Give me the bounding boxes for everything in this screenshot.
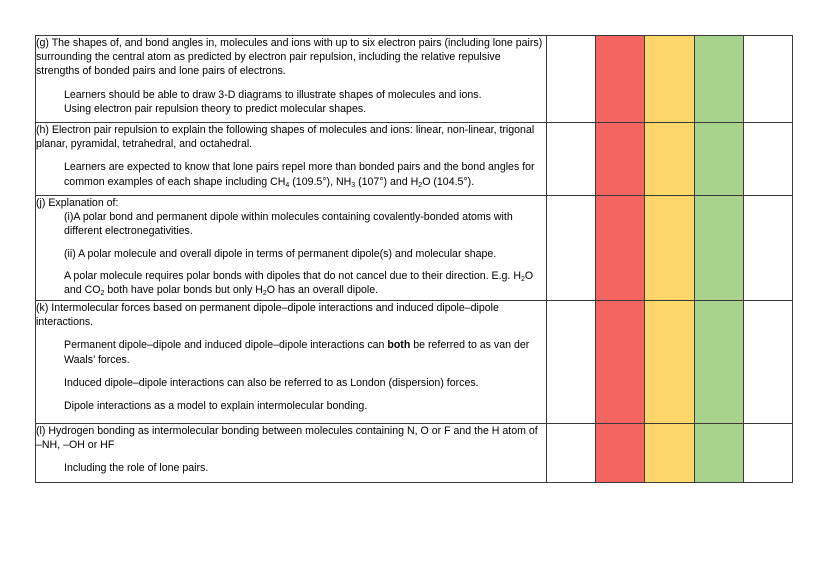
guidance-note-l: Including the role of lone pairs. bbox=[64, 462, 209, 475]
rating-cell-amber-k[interactable] bbox=[645, 301, 694, 424]
guidance-note-g-2: Using electron pair repulsion theory to predict molecular shapes. bbox=[64, 102, 367, 115]
checklist-row-h bbox=[36, 123, 793, 196]
rating-cell-notes-k[interactable] bbox=[743, 301, 792, 424]
rating-cell-green-h[interactable] bbox=[694, 123, 743, 196]
rating-cell-blank-l[interactable] bbox=[547, 424, 596, 483]
checklist-row-l bbox=[36, 424, 793, 483]
rating-cell-amber-h[interactable] bbox=[645, 123, 694, 196]
outcome-statement-k: (k) Intermolecular forces based on permanent dipole–dipole interactions and induced dipole–dipole interactions. bbox=[36, 302, 499, 329]
learning-outcomes-checklist bbox=[35, 35, 793, 483]
guidance-note-k-3: Dipole interactions as a model to explain intermolecular bonding. bbox=[64, 400, 368, 413]
outcome-cell-k bbox=[36, 301, 547, 424]
rating-cell-green-k[interactable] bbox=[694, 301, 743, 424]
rating-cell-notes-g[interactable] bbox=[743, 36, 792, 123]
rating-cell-blank-k[interactable] bbox=[547, 301, 596, 424]
rating-cell-amber-g[interactable] bbox=[645, 36, 694, 123]
rating-cell-amber-j[interactable] bbox=[645, 196, 694, 301]
outcome-subitem-j-ii: (ii) A polar molecule and overall dipole in terms of permanent dipole(s) and molecular shape. bbox=[64, 247, 497, 260]
guidance-note-h: Learners are expected to know that lone pairs repel more than bonded pairs and the bond angles for common examples of each shape including $CH_4$ (109.5°), $NH_3$ (107°) and $H_2O$ (104.5°). bbox=[64, 161, 535, 189]
rating-cell-red-j[interactable] bbox=[596, 196, 645, 301]
outcome-cell-l bbox=[36, 424, 547, 483]
rating-cell-notes-j[interactable] bbox=[743, 196, 792, 301]
guidance-note-k-2: Induced dipole–dipole interactions can also be referred to as London (dispersion) forces. bbox=[64, 376, 479, 389]
rating-cell-green-g[interactable] bbox=[694, 36, 743, 123]
checklist-row-k bbox=[36, 301, 793, 424]
rating-cell-red-l[interactable] bbox=[596, 424, 645, 483]
guidance-note-k-1: Permanent dipole–dipole and induced dipole–dipole interactions can both be referred to as van der Waals’ forces. bbox=[64, 339, 530, 366]
rating-cell-amber-l[interactable] bbox=[645, 424, 694, 483]
guidance-note-j: A polar molecule requires polar bonds with dipoles that do not cancel due to their direction. E.g. $H_2O$ and $CO_2$ both have polar bonds but only $H_2O$ has an overall dipole. bbox=[64, 269, 534, 298]
checklist-row-j bbox=[36, 196, 793, 301]
outcome-statement-j: (j) Explanation of: bbox=[36, 197, 119, 209]
outcome-statement-g: (g) The shapes of, and bond angles in, molecules and ions with up to six electron pairs (including lone pairs) surrounding the central atom as predicted by electron pair repulsion, including the relative repulsive strengths of bonded pairs and lone pairs of electrons. bbox=[36, 37, 543, 78]
rating-cell-red-k[interactable] bbox=[596, 301, 645, 424]
rating-cell-blank-j[interactable] bbox=[547, 196, 596, 301]
outcome-statement-l: (l) Hydrogen bonding as intermolecular bonding between molecules containing N, O or F and the H atom of –NH, –OH or HF bbox=[36, 425, 538, 452]
outcome-cell-h bbox=[36, 123, 547, 196]
rating-cell-green-l[interactable] bbox=[694, 424, 743, 483]
rating-cell-notes-l[interactable] bbox=[743, 424, 792, 483]
rating-cell-red-g[interactable] bbox=[596, 36, 645, 123]
outcome-statement-h: (h) Electron pair repulsion to explain the following shapes of molecules and ions: linear, non-linear, trigonal planar, pyramidal, tetrahedral, and octahedral. bbox=[36, 124, 535, 151]
rating-cell-blank-g[interactable] bbox=[547, 36, 596, 123]
outcome-subitem-j-i: (i)A polar bond and permanent dipole within molecules containing covalently-bonded atoms with different electronegativities. bbox=[64, 211, 513, 238]
guidance-note-g-1: Learners should be able to draw 3-D diagrams to illustrate shapes of molecules and ions. bbox=[64, 88, 482, 101]
outcome-cell-j bbox=[36, 196, 547, 301]
outcome-cell-g bbox=[36, 36, 547, 123]
rating-cell-notes-h[interactable] bbox=[743, 123, 792, 196]
rating-cell-blank-h[interactable] bbox=[547, 123, 596, 196]
rating-cell-red-h[interactable] bbox=[596, 123, 645, 196]
rating-cell-green-j[interactable] bbox=[694, 196, 743, 301]
checklist-row-g bbox=[36, 36, 793, 123]
